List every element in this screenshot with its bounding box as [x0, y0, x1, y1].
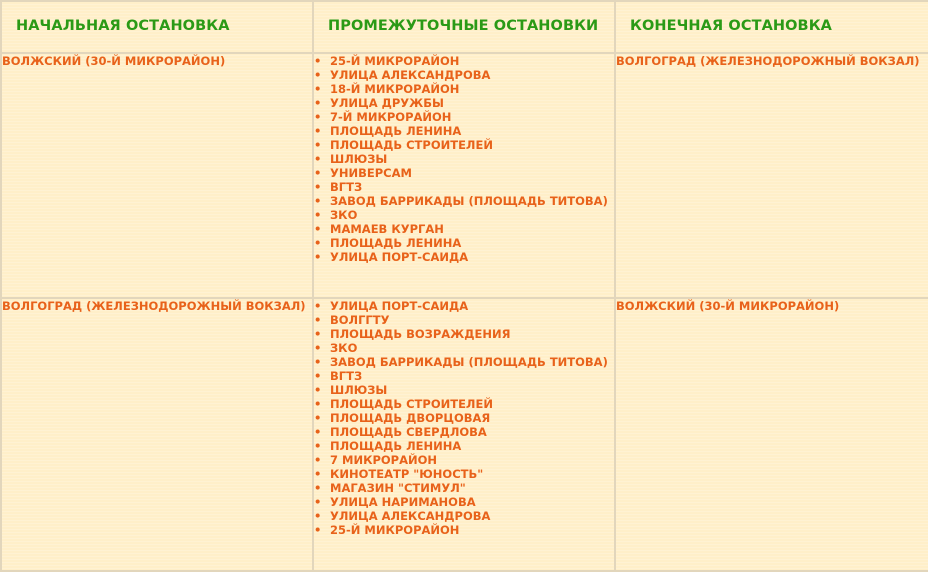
list-item: • ЗКО	[314, 208, 614, 222]
end-stop-cell	[615, 298, 928, 571]
list-item: • УЛИЦА АЛЕКСАНДРОВА	[314, 509, 614, 523]
start-stop-cell	[1, 298, 313, 571]
list-item: • 18-Й МИКРОРАЙОН	[314, 82, 614, 96]
list-item: • УЛИЦА АЛЕКСАНДРОВА	[314, 68, 614, 82]
list-item: • УЛИЦА ДРУЖБЫ	[314, 96, 614, 110]
start-stop: ВОЛЖСКИЙ (30-Й МИКРОРАЙОН)	[2, 54, 226, 68]
list-item: • МАГАЗИН "СТИМУЛ"	[314, 481, 614, 495]
list-item: • УНИВЕРСАМ	[314, 166, 614, 180]
intermediate-stops-list	[314, 299, 614, 537]
list-item: • ПЛОЩАДЬ СТРОИТЕЛЕЙ	[314, 397, 614, 411]
end-stop: ВОЛЖСКИЙ (30-Й МИКРОРАЙОН)	[616, 299, 840, 313]
list-item: • ШЛЮЗЫ	[314, 383, 614, 397]
list-item: • 7-Й МИКРОРАЙОН	[314, 110, 614, 124]
header-start-stop: НАЧАЛЬНАЯ ОСТАНОВКА	[1, 1, 313, 53]
list-item: • МАМАЕВ КУРГАН	[314, 222, 614, 236]
list-item: • ВГТЗ	[314, 180, 614, 194]
list-item: • 7 МИКРОРАЙОН	[314, 453, 614, 467]
intermediate-stops-list	[314, 54, 614, 264]
list-item: • УЛИЦА ПОРТ-САИДА	[314, 299, 614, 313]
list-item: • УЛИЦА НАРИМАНОВА	[314, 495, 614, 509]
list-item: • ВГТЗ	[314, 369, 614, 383]
list-item: • 25-Й МИКРОРАЙОН	[314, 523, 614, 537]
table-row	[1, 298, 928, 571]
list-item: • ЗКО	[314, 341, 614, 355]
list-item: • ПЛОЩАДЬ СТРОИТЕЛЕЙ	[314, 138, 614, 152]
intermediate-stops-cell	[313, 53, 615, 298]
list-item: • УЛИЦА ПОРТ-САИДА	[314, 250, 614, 264]
list-item: • ЗАВОД БАРРИКАДЫ (ПЛОЩАДЬ ТИТОВА)	[314, 355, 614, 369]
list-item: • 25-Й МИКРОРАЙОН	[314, 54, 614, 68]
list-item: • ПЛОЩАДЬ ЛЕНИНА	[314, 236, 614, 250]
start-stop-cell	[1, 53, 313, 298]
list-item: • ПЛОЩАДЬ ЛЕНИНА	[314, 439, 614, 453]
list-item: • КИНОТЕАТР "ЮНОСТЬ"	[314, 467, 614, 481]
list-item: • ПЛОЩАДЬ ВОЗРАЖДЕНИЯ	[314, 327, 614, 341]
end-stop: ВОЛГОГРАД (ЖЕЛЕЗНОДОРОЖНЫЙ ВОКЗАЛ)	[616, 54, 920, 68]
header-row	[1, 1, 928, 53]
table-row	[1, 53, 928, 298]
header-intermediate-stops: ПРОМЕЖУТОЧНЫЕ ОСТАНОВКИ	[313, 1, 615, 53]
header-end-stop: КОНЕЧНАЯ ОСТАНОВКА	[615, 1, 928, 53]
list-item: • ВОЛГГТУ	[314, 313, 614, 327]
list-item: • ШЛЮЗЫ	[314, 152, 614, 166]
intermediate-stops-cell	[313, 298, 615, 571]
end-stop-cell	[615, 53, 928, 298]
start-stop: ВОЛГОГРАД (ЖЕЛЕЗНОДОРОЖНЫЙ ВОКЗАЛ)	[2, 299, 306, 313]
list-item: • ПЛОЩАДЬ ДВОРЦОВАЯ	[314, 411, 614, 425]
list-item: • ПЛОЩАДЬ СВЕРДЛОВА	[314, 425, 614, 439]
list-item: • ПЛОЩАДЬ ЛЕНИНА	[314, 124, 614, 138]
list-item: • ЗАВОД БАРРИКАДЫ (ПЛОЩАДЬ ТИТОВА)	[314, 194, 614, 208]
